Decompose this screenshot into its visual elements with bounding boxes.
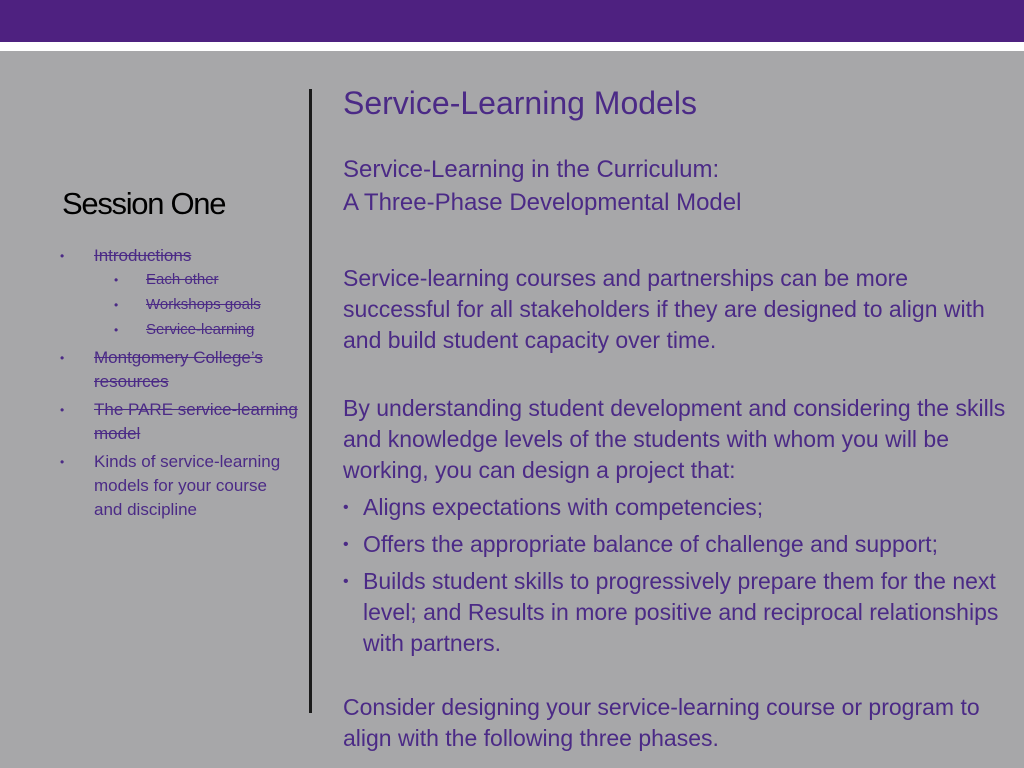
list-item-text: Offers the appropriate balance of challenge and support; <box>363 531 938 557</box>
bullet-icon: • <box>343 536 349 553</box>
bullet-icon: • <box>114 273 119 287</box>
bullet-icon: • <box>60 351 65 365</box>
agenda-subitem-service-learning <box>94 318 298 342</box>
list-item <box>343 492 1015 523</box>
list-item <box>343 566 1015 659</box>
agenda-subitem-label: Each other <box>146 271 219 288</box>
session-title: Session One <box>62 186 226 221</box>
agenda-subitem-workshops-goals <box>94 293 298 317</box>
bullet-icon: • <box>114 323 119 337</box>
bullet-icon: • <box>114 298 119 312</box>
agenda-item-introductions <box>58 244 298 342</box>
list-item <box>343 529 1015 560</box>
agenda-item-label: Montgomery College’s resources <box>94 348 263 391</box>
closing-paragraph: Consider designing your service-learning course or program to align with the following three phases. <box>343 694 980 751</box>
bullet-icon: • <box>60 455 65 469</box>
list-item-text: Builds student skills to progressively prepare them for the next level; and Results in more positive and reciprocal relationships with partners. <box>363 568 999 656</box>
list-item-text: Aligns expectations with competencies; <box>363 494 764 520</box>
vertical-divider <box>309 89 312 713</box>
bullet-icon: • <box>60 403 65 417</box>
development-paragraph: By understanding student development and considering the skills and knowledge levels of the students with whom you will be working, you can design a project that: <box>343 395 1006 483</box>
agenda-item-pare-model <box>58 398 298 446</box>
header-divider <box>0 42 1024 51</box>
bullet-icon: • <box>343 499 349 516</box>
agenda-subitem-each-other <box>94 268 298 292</box>
agenda-item-label: Kinds of service-learning models for your course and discipline <box>94 452 281 519</box>
agenda-item-montgomery-resources <box>58 346 298 394</box>
intro-paragraph: Service-learning courses and partnerships can be more successful for all stakeholders if they are designed to align with and build student capacity over time. <box>343 265 985 353</box>
header-bar <box>0 0 1024 42</box>
agenda-subitem-label: Service-learning <box>146 321 255 338</box>
agenda-list <box>58 244 298 526</box>
agenda-sublist <box>94 268 298 342</box>
agenda-item-kinds-of-models <box>58 450 298 522</box>
main-content <box>343 153 1015 754</box>
subtitle-line-1: Service-Learning in the Curriculum: <box>343 156 720 183</box>
bullet-icon: • <box>343 573 349 590</box>
agenda-item-label: The PARE service-learning model <box>94 400 298 443</box>
subtitle-line-2: A Three-Phase Developmental Model <box>343 189 742 216</box>
agenda-item-label: Introductions <box>94 246 192 265</box>
project-points-list <box>343 492 1015 659</box>
bullet-icon: • <box>60 249 65 263</box>
page-title: Service-Learning Models <box>343 85 697 121</box>
agenda-subitem-label: Workshops goals <box>146 296 261 313</box>
